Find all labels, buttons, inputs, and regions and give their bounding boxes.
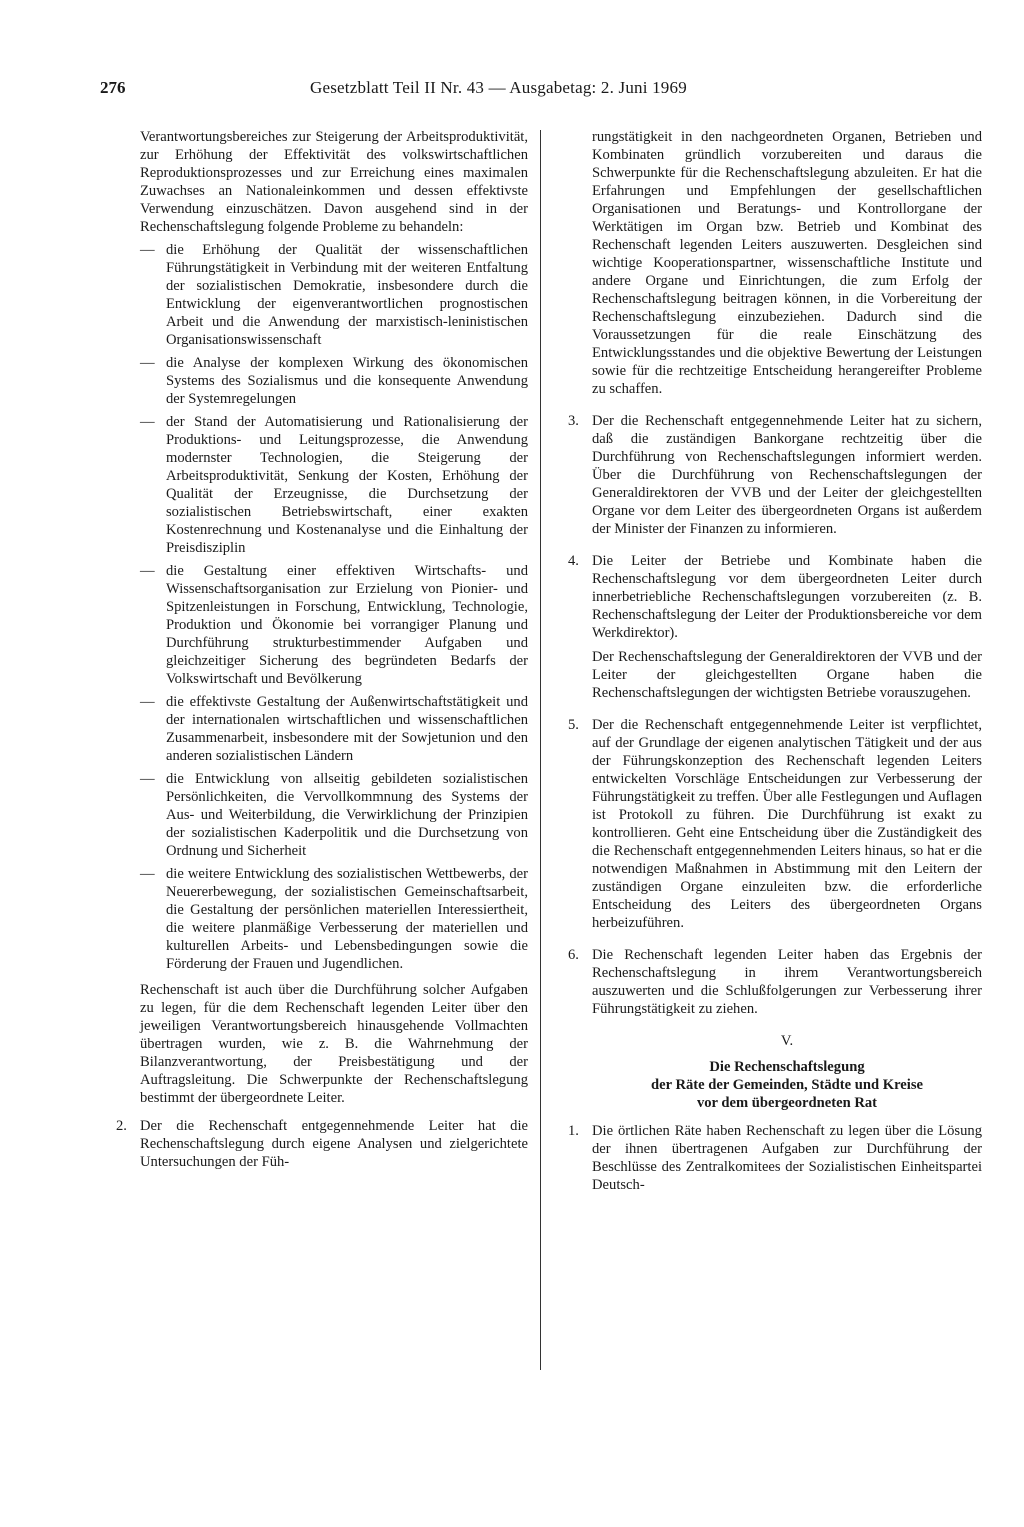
numbered-item-4 <box>568 552 982 702</box>
list-item-text: der Stand der Automatisierung und Rationalisierung der Produktions- und Leitungsprozesse, die Anwendung modernster Technologien, die Steigerung der Arbeitsproduktivität, Senkung der Kosten, Erhöhung der Qualität der Erzeugnisse, die Durchsetzung der sozialistischen Betriebswirtschaft, einer exakten Kostenrechnung und Kostenanalyse und die Einhaltung der Preisdisziplin <box>166 414 528 556</box>
left-column <box>116 128 528 1171</box>
running-title: Gesetzblatt Teil II Nr. 43 — Ausgabetag: 2. Juni 1969 <box>310 78 687 97</box>
dash-bullet: — <box>140 771 155 787</box>
list-item <box>140 865 528 973</box>
dash-bullet: — <box>140 242 155 258</box>
dash-bullet: — <box>140 414 155 430</box>
list-item <box>140 770 528 860</box>
section-v-item-1 <box>568 1122 982 1194</box>
item-number: 6. <box>568 947 579 963</box>
list-item-text: die Analyse der komplexen Wirkung des ökonomischen Systems des Sozialismus und die konsequente Anwendung der Systemregelungen <box>166 355 528 407</box>
list-item <box>140 562 528 688</box>
list-item <box>140 693 528 765</box>
item-text: Die Leiter der Betriebe und Kombinate haben die Rechenschaftslegung vor dem übergeordneten Leiter durch innerbetriebliche Rechenschaftslegungen vorzubereiten (z. B. Rechenschaftslegung der Leiter der Produktionsbereiche vor dem Werkdirektor). <box>592 553 982 641</box>
right-column <box>568 128 982 1194</box>
list-item-text: die effektivste Gestaltung der Außenwirtschaftstätigkeit und der internationalen wirtschaftlichen und wissenschaftlichen Zusammenarbeit, insbesondere mit der Sowjetunion und den anderen sozialistischen Ländern <box>166 694 528 764</box>
item-text: Der die Rechenschaft entgegennehmende Leiter hat die Rechenschaftslegung durch eigene Analysen und zielgerichtete Untersuchungen der Füh- <box>140 1118 528 1170</box>
item-text: Der die Rechenschaft entgegennehmende Leiter ist verpflichtet, auf der Grundlage der eigenen analytischen Tätigkeit und der aus der Führungskonzeption des Rechenschaft legenden Leiters entwickelten Vorschläge Entscheidungen zur Verbesserung der Führungstätigkeit zu treffen. Über alle Festlegungen und Auflagen ist Protokoll zu führen. Die Durchführung ist exakt zu kontrollieren. Geht eine Entscheidung über die Zuständigkeit des die Rechenschaft entgegennehmenden Leiters hinaus, so hat er die notwendigen Maßnahmen in Abstimmung mit den Leitern der zuständigen Organe einzuleiten bzw. die erforderliche Entscheidung des Leiters des übergeordneten Organs herbeizuführen. <box>592 717 982 931</box>
item-text: Der die Rechenschaft entgegennehmende Leiter hat zu sichern, daß die zuständigen Bankorgane rechtzeitig über die Durchführung von Rechenschaftslegungen informiert werden. Über die Durchführung von Rechenschaftslegungen der Generaldirektoren der VVB und der Leiter der gleichgestellten Organe vor dem Leiter des übergeordneten Organs ist außerdem der Minister der Finanzen zu informieren. <box>592 413 982 537</box>
section-title-line-1: Die Rechenschaftslegung <box>709 1059 865 1075</box>
numbered-item-5 <box>568 716 982 932</box>
list-item-text: die weitere Entwicklung des sozialistischen Wettbewerbs, der Neuererbewegung, der sozialistischen Gemeinschaftsarbeit, die Gestaltung der persönlichen materiellen Interessiertheit, die weitere planmäßige Verbesserung der materiellen und kulturellen Arbeits- und Lebensbedingungen sowie die Förderung der Frauen und Jugendlichen. <box>166 866 528 972</box>
section-number: V. <box>780 1033 794 1049</box>
item-number: 5. <box>568 717 579 733</box>
item-number: 1. <box>568 1123 579 1139</box>
numbered-item-6 <box>568 946 982 1018</box>
dash-bullet: — <box>140 866 155 882</box>
item-subparagraph: Der Rechenschaftslegung der Generaldirektoren der VVB und der Leiter der gleichgestellten Organe haben die Rechenschaftslegungen der wichtigsten Betriebe vorauszugehen. <box>592 649 982 701</box>
after-list-paragraph: Rechenschaft ist auch über die Durchführung solcher Aufgaben zu legen, für die dem Rechenschaft legenden Leiter über den jeweiligen Verantwortungsbereich hinausgehende Vollmachten übertragen wurden, wie z. B. die Wahrnehmung der Bilanzverantwortung, der Preisbestätigung und der Auftragsleitung. Die Schwerpunkte der Rechenschaftslegung bestimmt der übergeordnete Leiter. <box>140 982 528 1106</box>
continued-paragraph: rungstätigkeit in den nachgeordneten Organen, Betrieben und Kombinaten gründlich vorzubereiten und daraus die Schwerpunkte für die Rechenschaftslegung abzuleiten. Er hat die Erfahrungen und Empfehlungen der gesellschaftlichen Organisationen und Beratungs- und Kontrollorgane der Werktätigen im Organ bzw. Betrieb und Kombinat des Rechenschaft legenden Leiters auszuwerten. Desgleichen sind wichtige Kooperationspartner, wissenschaftliche Institute und andere Organe und Einrichtungen, die zum Erfolg der Rechenschaftslegung beitragen können, in die Vorbereitung der Rechenschaftslegung einzubeziehen. Dadurch sind die Voraussetzungen für die reale Einschätzung des Entwicklungsstandes und die objektive Bewertung der Leistungen sowie für die rechtzeitige Entscheidung herangereifter Probleme zu schaffen. <box>592 129 982 397</box>
list-item-text: die Entwicklung von allseitig gebildeten sozialistischen Persönlichkeiten, die Vervollkommnung des Systems der Aus- und Weiterbildung, die Verwirklichung der Prinzipien der sozialistischen Kaderpolitik und die Durchsetzung von Ordnung und Sicherheit <box>166 771 528 859</box>
numbered-item-3 <box>568 412 982 538</box>
dash-bullet: — <box>140 694 155 710</box>
dash-bullet: — <box>140 355 155 371</box>
list-item <box>140 241 528 349</box>
page-number: 276 <box>100 78 126 97</box>
list-item <box>140 413 528 557</box>
section-title-line-2: der Räte der Gemeinden, Städte und Kreise <box>650 1077 923 1093</box>
item-number: 3. <box>568 413 579 429</box>
list-item-text: die Gestaltung einer effektiven Wirtschafts- und Wissenschaftsorganisation zur Erzielung von Pionier- und Spitzenleistungen in Forschung, Entwicklung, Technologie, Produktion und Ökonomie bei vorrangiger Planung und Durchführung strukturbestimmender Aufgaben und gleichzeitiger Sicherung des begründeten Bedarfs der Volkswirtschaft und Bevölkerung <box>166 563 528 687</box>
item-number: 2. <box>116 1118 127 1134</box>
column-divider <box>540 130 541 1370</box>
section-title-line-3: vor dem übergeordneten Rat <box>696 1095 878 1111</box>
item-number: 4. <box>568 553 579 569</box>
section-title <box>592 1058 982 1112</box>
dash-bullet: — <box>140 563 155 579</box>
list-item <box>140 354 528 408</box>
item-text: Die örtlichen Räte haben Rechenschaft zu legen über die Lösung der ihnen übertragenen Aufgaben zur Durchführung der Beschlüsse des Zentralkomitees der Sozialistischen Einheitspartei Deutsch- <box>592 1123 982 1193</box>
page-header <box>100 78 964 102</box>
list-item-text: die Erhöhung der Qualität der wissenschaftlichen Führungstätigkeit in Verbindung mit der weiteren Entfaltung der sozialistischen Demokratie, insbesondere durch die Entwicklung der eigenverantwortlichen prognostischen Arbeit und die Anwendung der marxistisch-leninistischen Organisationswissenschaft <box>166 242 528 348</box>
intro-paragraph: Verantwortungsbereiches zur Steigerung der Arbeitsproduktivität, zur Erhöhung der Effektivität des volkswirtschaftlichen Reproduktionsprozesses und zur Erreichung eines maximalen Zuwachses an Nationaleinkommen und dessen effektivste Verwendung einzuschätzen. Davon ausgehend sind in der Rechenschaftslegung folgende Probleme zu behandeln: <box>140 129 528 235</box>
numbered-item-2 <box>116 1117 528 1171</box>
item-text: Die Rechenschaft legenden Leiter haben das Ergebnis der Rechenschaftslegung in ihrem Verantwortungsbereich auszuwerten und die Schlußfolgerungen zur Verbesserung ihrer Führungstätigkeit zu ziehen. <box>592 947 982 1017</box>
